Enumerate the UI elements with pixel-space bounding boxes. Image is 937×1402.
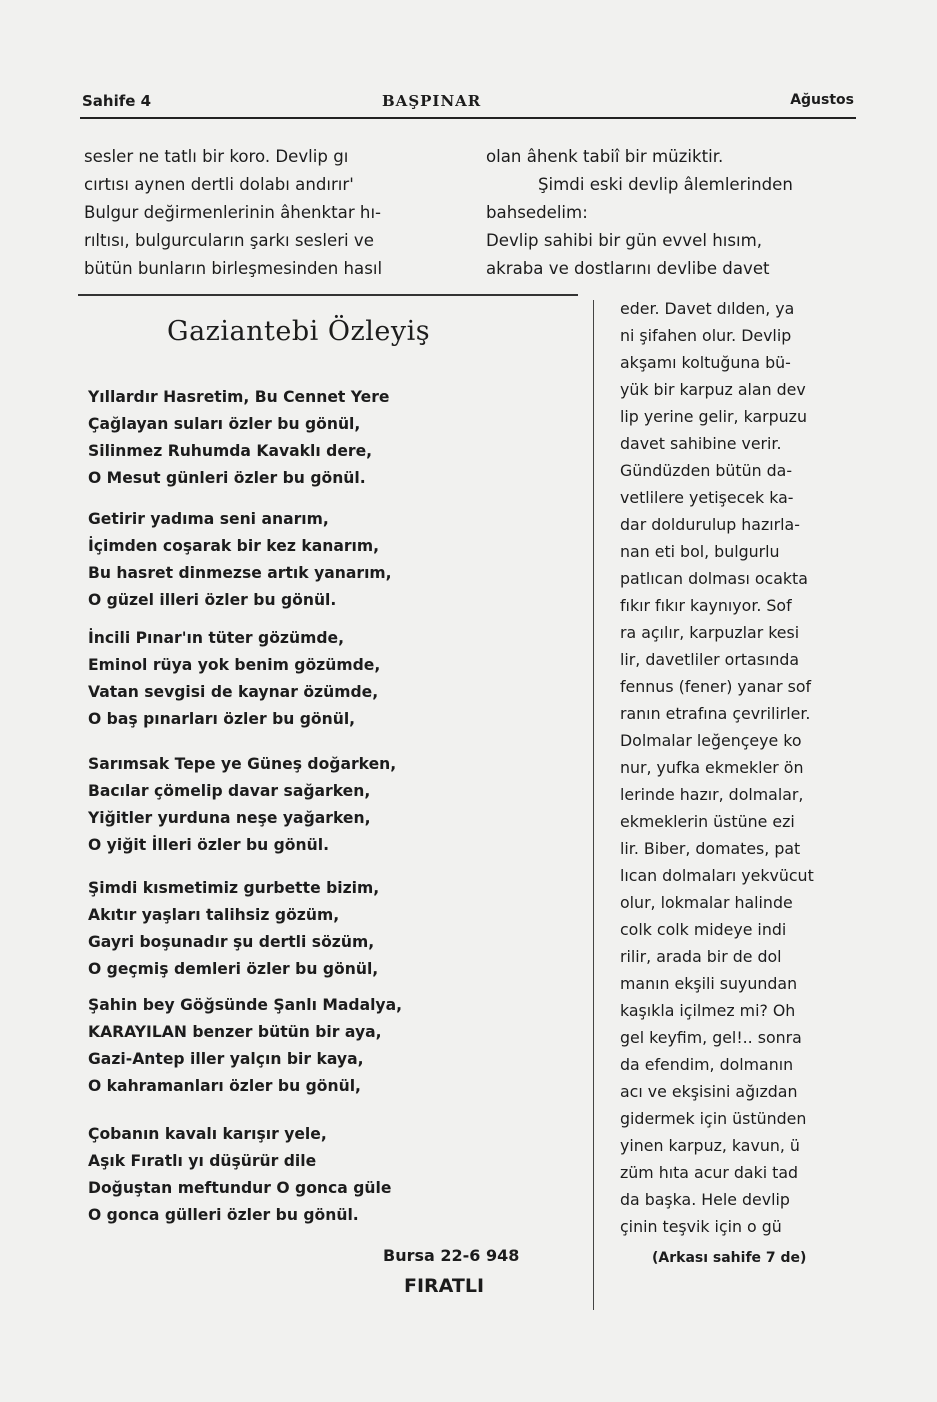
text-line: vetlilere yetişecek ka- [620, 488, 794, 507]
text-line: nan eti bol, bulgurlu [620, 542, 780, 561]
poem-line: O gonca gülleri özler bu gönül. [88, 1206, 359, 1224]
poem-line: Getirir yadıma seni anarım, [88, 510, 329, 528]
poem-line: Yiğitler yurduna neşe yağarken, [88, 809, 371, 827]
header-rule [80, 117, 856, 119]
text-line: patlıcan dolması ocakta [620, 569, 808, 588]
text-line: bütün bunların birleşmesinden hasıl [84, 259, 383, 278]
text-line: lerinde hazır, dolmalar, [620, 785, 804, 804]
continued-note: (Arkası sahife 7 de) [652, 1250, 807, 1266]
text-line: bahsedelim: [486, 203, 588, 222]
text-line: colk colk mideye indi [620, 920, 787, 939]
issue-month: Ağustos [790, 92, 854, 108]
text-line: rıltısı, bulgurcuların şarkı sesleri ve [84, 231, 374, 250]
text-line: sesler ne tatlı bir koro. Devlip gı [84, 147, 349, 166]
poem-line: O Mesut günleri özler bu gönül. [88, 469, 366, 487]
poem-line: Yıllardır Hasretim, Bu Cennet Yere [88, 388, 390, 406]
poem-line: O kahramanları özler bu gönül, [88, 1077, 361, 1095]
text-line: ni şifahen olur. Devlip [620, 326, 792, 345]
poem-line: Vatan sevgisi de kaynar özümde, [88, 683, 379, 701]
text-line: çinin teşvik için o gü [620, 1217, 782, 1236]
poem-line: Gayri boşunadır şu dertli sözüm, [88, 933, 375, 951]
poem-line: Eminol rüya yok benim gözümde, [88, 656, 381, 674]
poem-line: Gazi-Antep iller yalçın bir kaya, [88, 1050, 364, 1068]
text-line: ekmeklerin üstüne ezi [620, 812, 795, 831]
poem-place-date: Bursa 22-6 948 [383, 1246, 520, 1265]
poem-author: FIRATLI [404, 1275, 485, 1297]
text-line: da efendim, dolmanın [620, 1055, 794, 1074]
text-line: Devlip sahibi bir gün evvel hısım, [486, 231, 763, 250]
poem-line: Akıtır yaşları talihsiz gözüm, [88, 906, 340, 924]
poem-line: O geçmiş demleri özler bu gönül, [88, 960, 379, 978]
text-line: lir. Biber, domates, pat [620, 839, 801, 858]
text-line: acı ve ekşisini ağızdan [620, 1082, 798, 1101]
poem-line: Doğuştan meftundur O gonca güle [88, 1179, 392, 1197]
poem-line: Çağlayan suları özler bu gönül, [88, 415, 361, 433]
page-header [82, 88, 854, 114]
section-rule [78, 294, 578, 296]
poem-line: İncili Pınar'ın tüter gözümde, [88, 629, 345, 647]
text-line: dar doldurulup hazırla- [620, 515, 800, 534]
poem-line: KARAYILAN benzer bütün bir aya, [88, 1023, 382, 1041]
newspaper-title: BAŞPINAR [382, 92, 482, 110]
text-line: fıkır fıkır kaynıyor. Sof [620, 596, 792, 615]
text-line: Bulgur değirmenlerinin âhenktar hı- [84, 203, 382, 222]
text-line: olan âhenk tabiî bir müziktir. [486, 147, 724, 166]
text-line: Dolmalar leğençeye ko [620, 731, 802, 750]
text-line: Gündüzden bütün da- [620, 461, 793, 480]
text-line: olur, lokmalar halinde [620, 893, 793, 912]
poem-line: Sarımsak Tepe ye Güneş doğarken, [88, 755, 397, 773]
poem-line: Silinmez Ruhumda Kavaklı dere, [88, 442, 373, 460]
text-line: akraba ve dostlarını devlibe davet [486, 259, 770, 278]
poem-line: Çobanın kavalı karışır yele, [88, 1125, 327, 1143]
text-line: gel keyfim, gel!.. sonra [620, 1028, 802, 1047]
poem-line: İçimden coşarak bir kez kanarım, [88, 537, 380, 555]
text-line: akşamı koltuğuna bü- [620, 353, 791, 372]
text-line: gidermek için üstünden [620, 1109, 807, 1128]
text-line: yük bir karpuz alan dev [620, 380, 806, 399]
text-line: kaşıkla içilmez mi? Oh [620, 1001, 796, 1020]
text-line: lir, davetliler ortasında [620, 650, 800, 669]
poem-line: O baş pınarları özler bu gönül, [88, 710, 356, 728]
poem-line: Bacılar çömelip davar sağarken, [88, 782, 371, 800]
column-rule [593, 300, 594, 1310]
text-line: davet sahibine verir. [620, 434, 782, 453]
poem-line: O yiğit İlleri özler bu gönül. [88, 836, 329, 854]
text-line: yinen karpuz, kavun, ü [620, 1136, 800, 1155]
poem-line: Aşık Fıratlı yı düşürür dile [88, 1152, 317, 1170]
text-line: lip yerine gelir, karpuzu [620, 407, 807, 426]
poem-line: O güzel illeri özler bu gönül. [88, 591, 337, 609]
page-number: Sahife 4 [82, 92, 152, 110]
text-line: cırtısı aynen dertli dolabı andırır' [84, 175, 354, 194]
poem-line: Şahin bey Göğsünde Şanlı Madalya, [88, 996, 403, 1014]
text-line: nur, yufka ekmekler ön [620, 758, 804, 777]
text-line: da başka. Hele devlip [620, 1190, 790, 1209]
text-line: eder. Davet dılden, ya [620, 299, 795, 318]
text-line: ra açılır, karpuzlar kesi [620, 623, 800, 642]
poem-line: Bu hasret dinmezse artık yanarım, [88, 564, 392, 582]
text-line: lıcan dolmaları yekvücut [620, 866, 814, 885]
text-line: rilir, arada bir de dol [620, 947, 782, 966]
text-line: Şimdi eski devlip âlemlerinden [538, 175, 793, 194]
text-line: manın ekşili suyundan [620, 974, 798, 993]
text-line: ranın etrafına çevrilirler. [620, 704, 811, 723]
text-line: züm hıta acur daki tad [620, 1163, 799, 1182]
poem-title: Gaziantebi Özleyiş [167, 316, 431, 347]
text-line: fennus (fener) yanar sof [620, 677, 812, 696]
poem-line: Şimdi kısmetimiz gurbette bizim, [88, 879, 380, 897]
